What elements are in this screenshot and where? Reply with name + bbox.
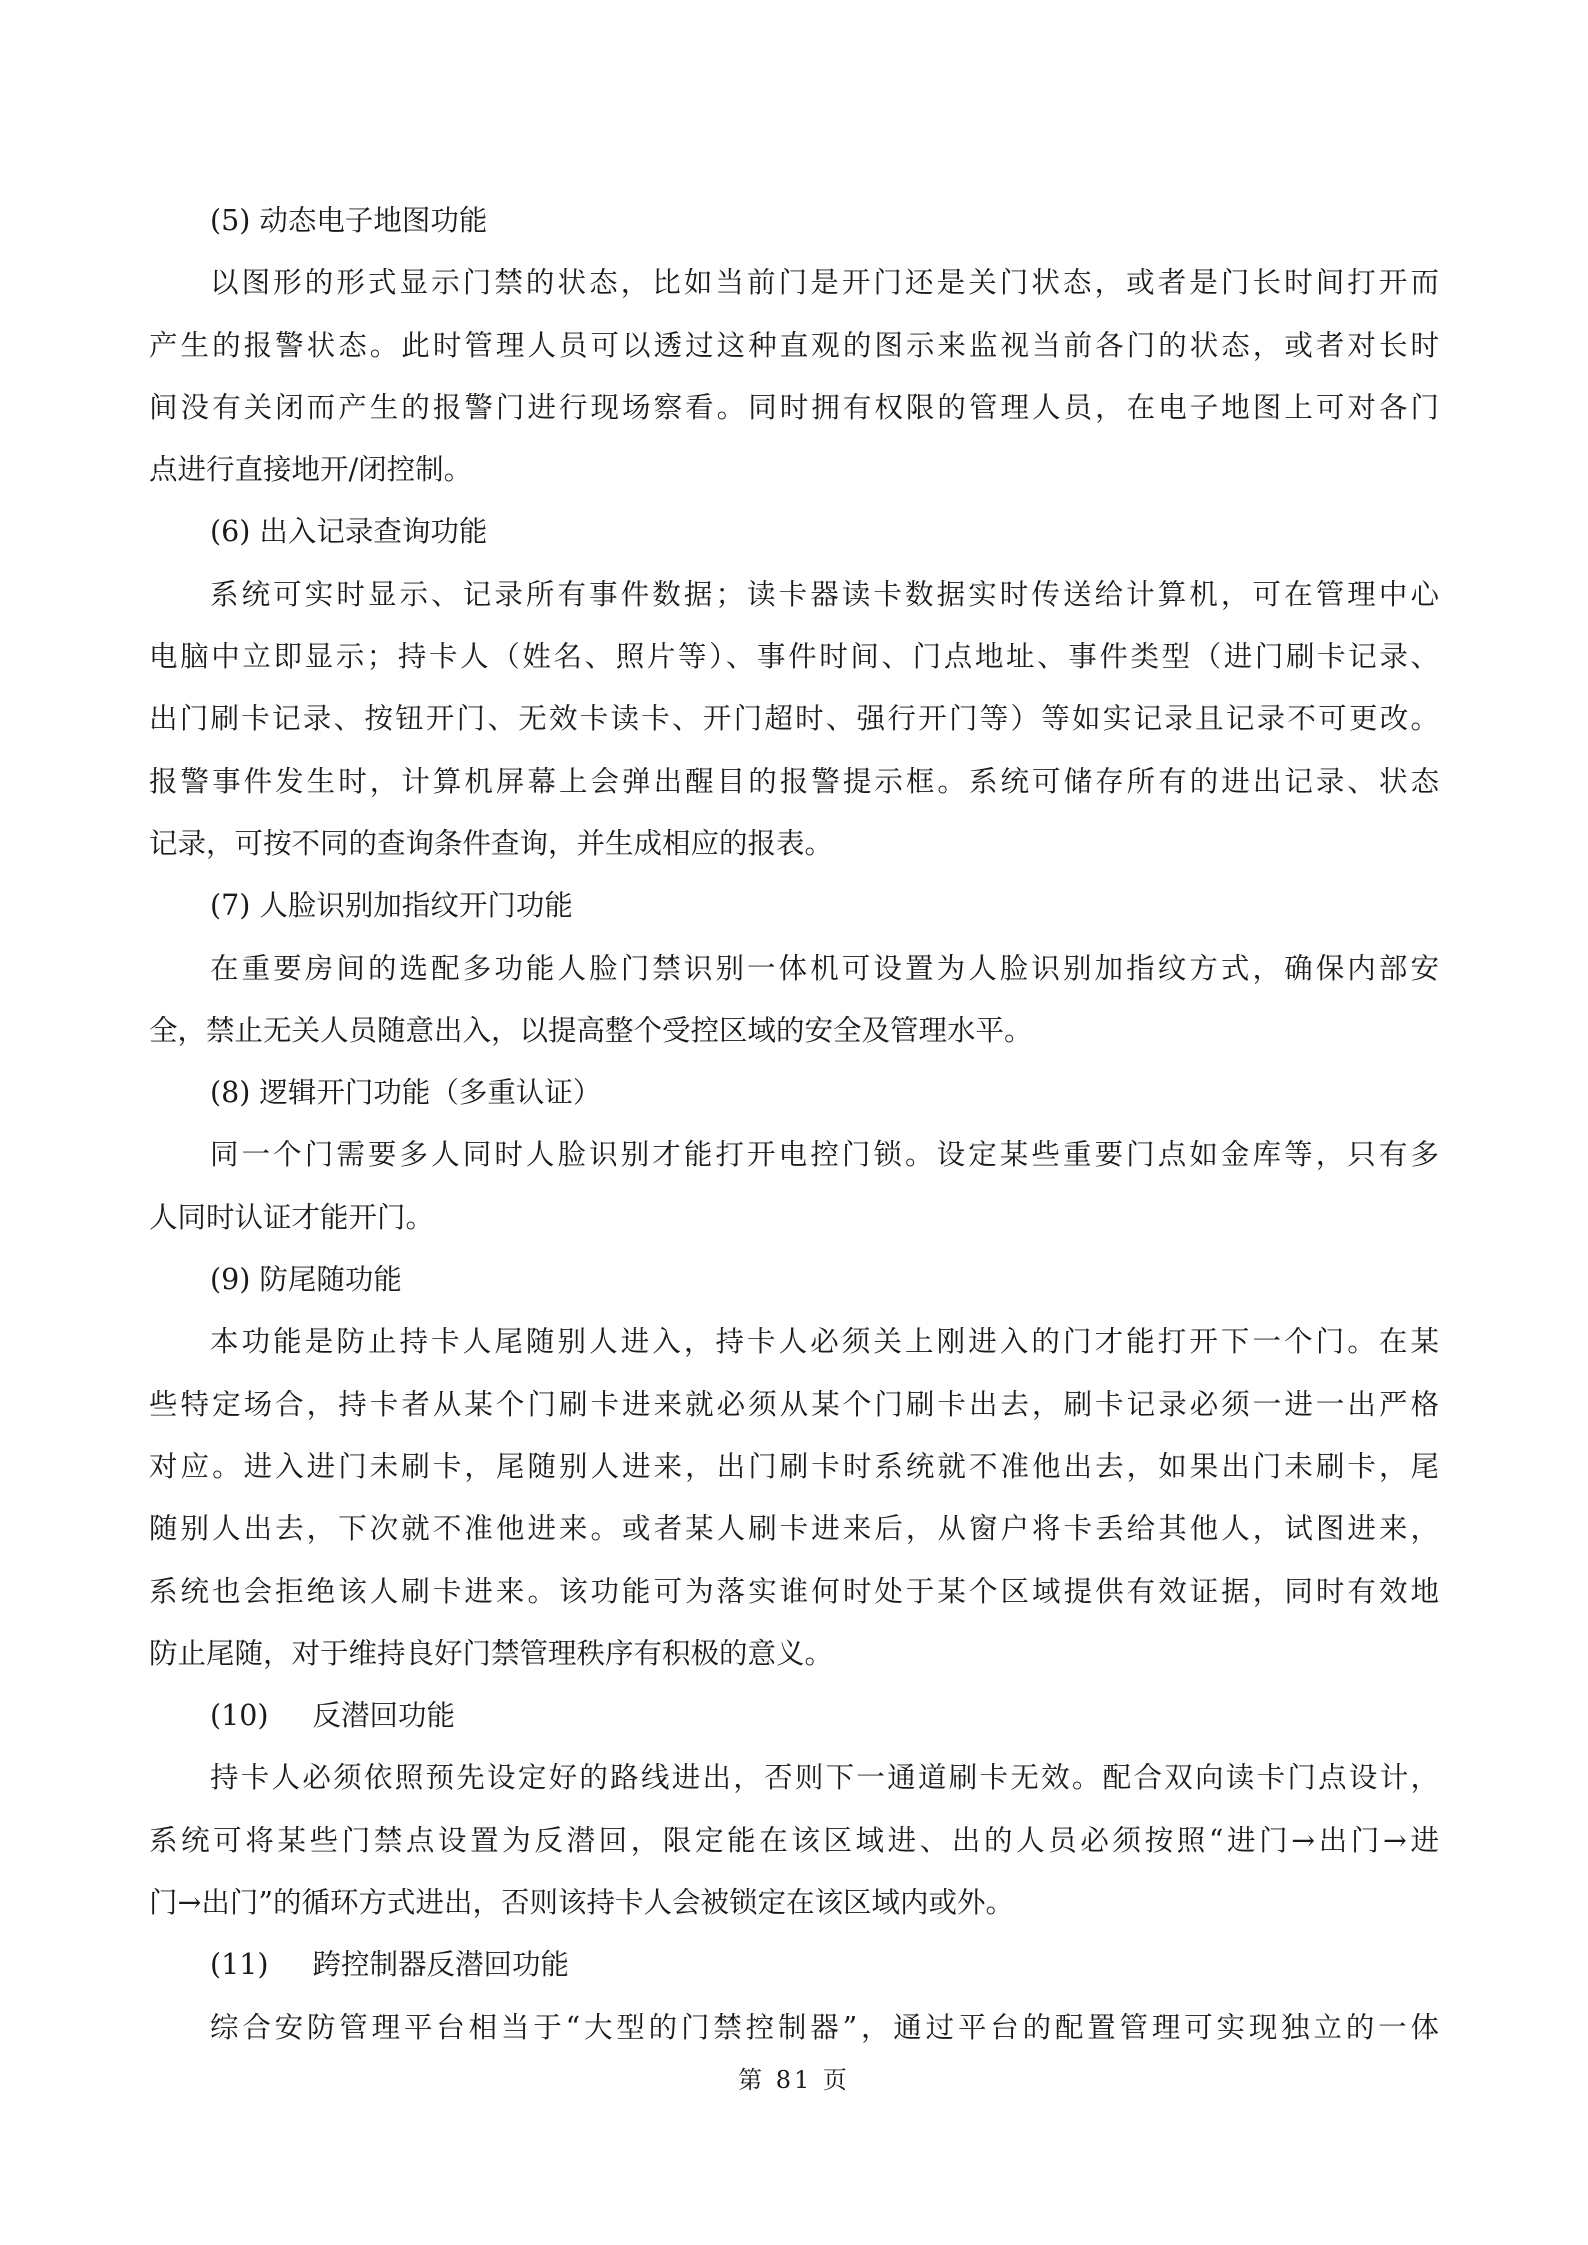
section-heading-8: (8) 逻辑开门功能（多重认证） <box>210 1076 602 1110</box>
paragraph-line: 电脑中立即显示；持卡人（姓名、照片等）、事件时间、门点地址、事件类型（进门刷卡记录、 <box>149 640 1439 674</box>
paragraph-line: 记录，可按不同的查询条件查询，并生成相应的报表。 <box>149 826 834 860</box>
section-number: (10) <box>210 1699 269 1733</box>
paragraph-line: 出门刷卡记录、按钮开门、无效卡读卡、开门超时、强行开门等）等如实记录且记录不可更改。 <box>149 702 1439 736</box>
section-heading-7: (7) 人脸识别加指纹开门功能 <box>210 889 573 923</box>
paragraph-line: 系统也会拒绝该人刷卡进来。该功能可为落实谁何时处于某个区域提供有效证据，同时有效地 <box>149 1574 1439 1608</box>
paragraph-line: 随别人出去，下次就不准他进来。或者某人刷卡进来后，从窗户将卡丢给其他人，试图进来， <box>149 1512 1439 1546</box>
paragraph-line: 综合安防管理平台相当于“大型的门禁控制器”，通过平台的配置管理可实现独立的一体 <box>210 2010 1439 2044</box>
paragraph-line: 全，禁止无关人员随意出入，以提高整个受控区域的安全及管理水平。 <box>149 1013 1033 1047</box>
paragraph-line: 本功能是防止持卡人尾随别人进入，持卡人必须关上刚进入的门才能打开下一个门。在某 <box>210 1325 1439 1359</box>
paragraph-line: 系统可实时显示、记录所有事件数据；读卡器读卡数据实时传送给计算机，可在管理中心 <box>210 577 1439 611</box>
section-title: 反潜回功能 <box>312 1699 456 1733</box>
paragraph-line: 对应。进入进门未刷卡，尾随别人进来，出门刷卡时系统就不准他出去，如果出门未刷卡，尾 <box>149 1449 1439 1483</box>
section-number: (11) <box>210 1948 269 1982</box>
section-heading-6: (6) 出入记录查询功能 <box>210 515 488 549</box>
paragraph-line: 系统可将某些门禁点设置为反潜回，限定能在该区域进、出的人员必须按照“进门→出门→进 <box>149 1823 1439 1857</box>
paragraph-line: 些特定场合，持卡者从某个门刷卡进来就必须从某个门刷卡出去，刷卡记录必须一进一出严格 <box>149 1387 1439 1421</box>
section-heading-9: (9) 防尾随功能 <box>210 1263 402 1297</box>
paragraph-line: 持卡人必须依照预先设定好的路线进出，否则下一通道刷卡无效。配合双向读卡门点设计， <box>210 1761 1439 1795</box>
paragraph-line: 防止尾随，对于维持良好门禁管理秩序有积极的意义。 <box>149 1636 834 1670</box>
section-heading-11 <box>149 1934 1439 1996</box>
paragraph-line: 以图形的形式显示门禁的状态，比如当前门是开门还是关门状态，或者是门长时间打开而 <box>210 266 1439 300</box>
document-body <box>149 190 1439 2059</box>
paragraph-line: 在重要房间的选配多功能人脸门禁识别一体机可设置为人脸识别加指纹方式，确保内部安 <box>210 951 1439 985</box>
paragraph-line: 同一个门需要多人同时人脸识别才能打开电控门锁。设定某些重要门点如金库等，只有多 <box>210 1138 1439 1172</box>
paragraph-line: 产生的报警状态。此时管理人员可以透过这种直观的图示来监视当前各门的状态，或者对长时 <box>149 328 1439 362</box>
section-heading-10 <box>149 1685 1439 1747</box>
paragraph-line: 点进行直接地开/闭控制。 <box>149 453 473 487</box>
section-heading-5: (5) 动态电子地图功能 <box>210 204 488 237</box>
paragraph-line: 人同时认证才能开门。 <box>149 1200 435 1234</box>
page-number: 第 81 页 <box>738 2066 850 2094</box>
paragraph-line: 报警事件发生时，计算机屏幕上会弹出醒目的报警提示框。系统可储存所有的进出记录、状态 <box>149 764 1439 798</box>
paragraph-line: 门→出门”的循环方式进出，否则该持卡人会被锁定在该区域内或外。 <box>149 1886 1014 1920</box>
section-title: 跨控制器反潜回功能 <box>312 1948 570 1982</box>
paragraph-line: 间没有关闭而产生的报警门进行现场察看。同时拥有权限的管理人员，在电子地图上可对各门 <box>149 390 1439 424</box>
